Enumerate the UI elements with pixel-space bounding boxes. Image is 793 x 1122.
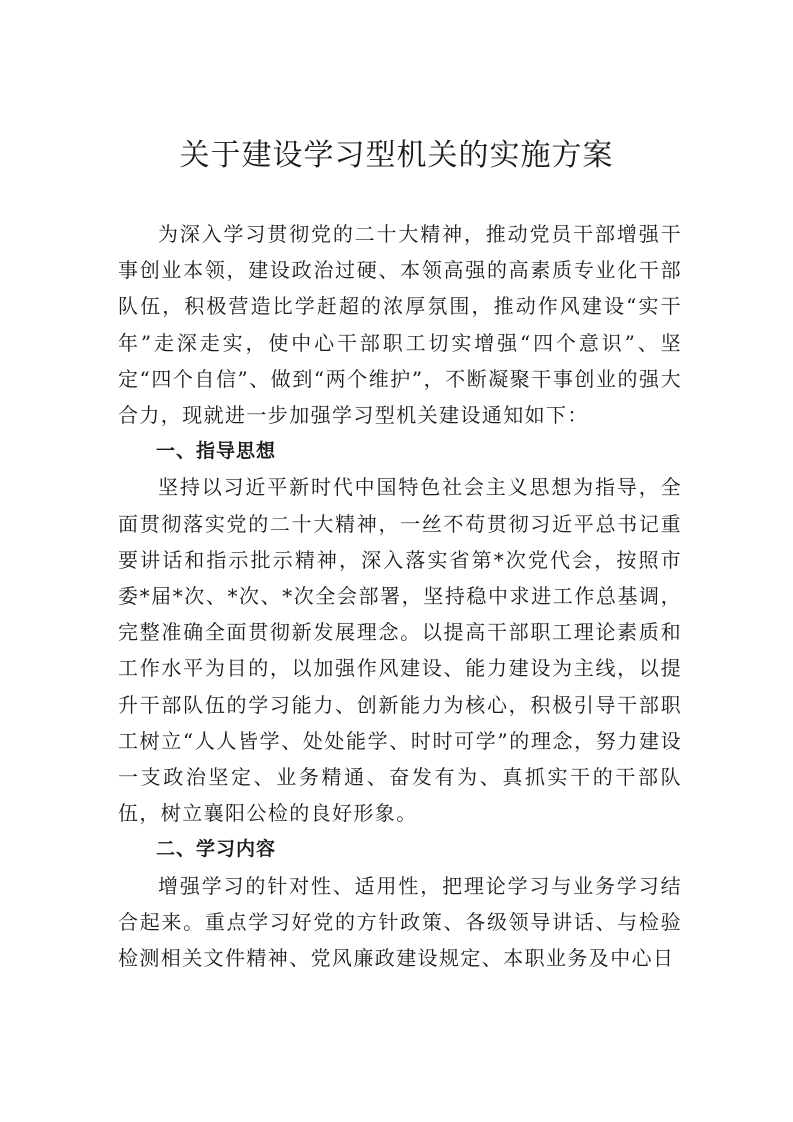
- intro-paragraph: 为深入学习贯彻党的二十大精神，推动党员干部增强干事创业本领，建设政治过硬、本领高强的高素质专业化干部队伍，积极营造比学赶超的浓厚氛围，推动作风建设“实干年”走深走实，使中心干部职工切实增强“四个意识”、坚定“四个自信”、做到“两个维护”，不断凝聚干事创业的强大合力，现就进一步加强学习型机关建设通知如下：: [118, 222, 682, 428]
- section-paragraph-guiding-ideology: 坚持以习近平新时代中国特色社会主义思想为指导，全面贯彻落实党的二十大精神，一丝不苟贯彻习近平总书记重要讲话和指示批示精神，深入落实省第*次党代会，按照市委*届*次、*次、*次全会部署，坚持稳中求进工作总基调，完整准确全面贯彻新发展理念。以提高干部职工理论素质和工作水平为目的，以加强作风建设、能力建设为主线，以提升干部队伍的学习能力、创新能力为核心，积极引导干部职工树立“人人皆学、处处能学、时时可学”的理念，努力建设一支政治坚定、业务精通、奋发有为、真抓实干的干部队伍，树立襄阳公检的良好形象。: [118, 475, 682, 826]
- section-heading-study-content: 二、学习内容: [156, 838, 277, 861]
- document-body: [118, 216, 682, 976]
- section-heading-guiding-ideology: 一、指导思想: [156, 440, 277, 463]
- section-paragraph-study-content: 增强学习的针对性、适用性，把理论学习与业务学习结合起来。重点学习好党的方针政策、各级领导讲话、与检验检测相关文件精神、党风廉政建设规定、本职业务及中心日: [118, 873, 682, 971]
- document-title: 关于建设学习型机关的实施方案: [179, 138, 614, 173]
